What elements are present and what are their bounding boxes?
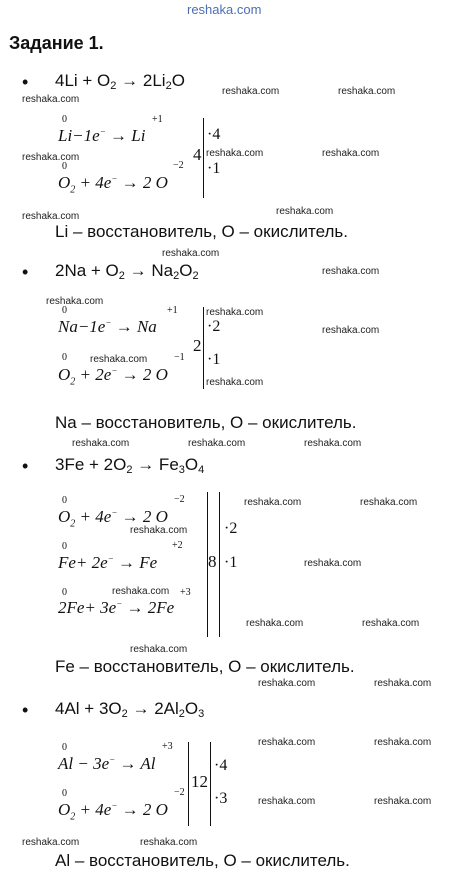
ox-state: +2: [172, 540, 183, 551]
task-title: Задание 1.: [9, 33, 104, 53]
ox-state: −1: [174, 352, 185, 363]
factor: ·4: [207, 126, 221, 143]
factor: ·1: [207, 160, 221, 177]
divider-line: [203, 118, 204, 198]
half-reaction-li: Li−1e− → Li: [58, 126, 146, 145]
watermark-text: reshaka.com: [258, 737, 316, 748]
half-reaction-o: $O_2 + 4e^- \to 2$ O: [58, 800, 168, 823]
half-reaction-o: $O_2 + 2e^- \to 2$ O: [58, 365, 168, 388]
divider-line: [207, 492, 208, 637]
lcm-value: 8: [208, 552, 217, 571]
watermark-text: reshaka.com: [112, 586, 170, 597]
ox-state: 0: [62, 305, 67, 316]
divider-line: [210, 742, 211, 826]
equation-na: $2Na + O_2 \to Na_2O_2$: [55, 261, 199, 282]
ox-state: +3: [162, 741, 173, 752]
watermark-text: reshaka.com: [258, 796, 316, 807]
lcm-value: 2: [193, 336, 202, 355]
watermark-text: reshaka.com: [244, 497, 302, 508]
factor: ·1: [224, 554, 238, 571]
ox-state: +1: [152, 114, 163, 125]
watermark-text: reshaka.com: [222, 86, 280, 97]
divider-line: [219, 492, 220, 637]
watermark-text: reshaka.com: [188, 438, 246, 449]
watermark-text: reshaka.com: [304, 558, 362, 569]
half-reaction-na: Na−1e− → Na: [58, 317, 157, 336]
watermark-text: reshaka.com: [246, 618, 304, 629]
half-reaction-fe3: 2Fe+ 3e− → 2Fe: [58, 598, 175, 617]
half-reaction-o: $O_2 + 4e^- \to 2$ O: [58, 507, 168, 530]
ox-state: +1: [167, 305, 178, 316]
bullet-icon: •: [22, 456, 29, 476]
factor: ·4: [214, 757, 228, 774]
half-reaction-al: Al − 3e− → Al: [58, 754, 156, 773]
ox-state: −2: [174, 494, 185, 505]
conclusion-al: Al – восстановитель, О – окислитель.: [55, 851, 350, 870]
factor: ·2: [224, 520, 238, 537]
ox-state: −2: [174, 787, 185, 798]
watermark-text: reshaka.com: [162, 248, 220, 259]
ox-state: 0: [62, 587, 67, 598]
watermark-text: reshaka.com: [72, 438, 130, 449]
watermark-text: reshaka.com: [206, 307, 264, 318]
ox-state: 0: [62, 161, 67, 172]
bullet-icon: •: [22, 72, 29, 92]
equation-li: $4Li + O_2 \to 2Li_2O$: [55, 71, 185, 92]
equation-fe: $3Fe + 2O_2 \to Fe_3O_4$: [55, 455, 205, 476]
watermark-text: reshaka.com: [338, 86, 396, 97]
conclusion-li: Li – восстановитель, О – окислитель.: [55, 222, 348, 241]
watermark-text: reshaka.com: [322, 266, 380, 277]
watermark-text: reshaka.com: [360, 497, 418, 508]
ox-state: +3: [180, 587, 191, 598]
equation-al: $4Al + 3O_2 \to 2Al_2O_3$: [55, 699, 205, 720]
lcm-value: 4: [193, 145, 202, 164]
watermark-text: reshaka.com: [304, 438, 362, 449]
watermark-text: reshaka.com: [374, 678, 432, 689]
bullet-icon: •: [22, 700, 29, 720]
watermark-text: reshaka.com: [22, 211, 80, 222]
watermark-text: reshaka.com: [276, 206, 334, 217]
watermark-text: reshaka.com: [90, 354, 148, 365]
watermark-text: reshaka.com: [22, 152, 80, 163]
watermark-text: reshaka.com: [140, 837, 198, 848]
watermark-text: reshaka.com: [374, 796, 432, 807]
conclusion-na: Na – восстановитель, О – окислитель.: [55, 413, 357, 432]
ox-state: 0: [62, 114, 67, 125]
watermark-text: reshaka.com: [22, 837, 80, 848]
watermark-text: reshaka.com: [362, 618, 420, 629]
conclusion-fe: Fe – восстановитель, О – окислитель.: [55, 657, 355, 676]
watermark-text: reshaka.com: [374, 737, 432, 748]
factor: ·1: [207, 351, 221, 368]
half-reaction-o: $O_2 + 4e^- \to 2$ O: [58, 173, 168, 196]
watermark-text: reshaka.com: [130, 525, 188, 536]
divider-line: [188, 742, 189, 826]
lcm-value: 12: [191, 772, 208, 791]
ox-state: 0: [62, 352, 67, 363]
watermark-text: reshaka.com: [206, 377, 264, 388]
watermark-text: reshaka.com: [258, 678, 316, 689]
half-reaction-fe2: Fe+ 2e− → Fe: [58, 553, 158, 572]
watermark-text: reshaka.com: [322, 325, 380, 336]
ox-state: 0: [62, 742, 67, 753]
watermark-text: reshaka.com: [322, 148, 380, 159]
ox-state: 0: [62, 541, 67, 552]
ox-state: 0: [62, 495, 67, 506]
factor: ·2: [207, 318, 221, 335]
factor: ·3: [214, 790, 228, 807]
ox-state: −2: [173, 160, 184, 171]
watermark-text: reshaka.com: [22, 94, 80, 105]
divider-line: [203, 307, 204, 389]
watermark-text: reshaka.com: [46, 296, 104, 307]
ox-state: 0: [62, 788, 67, 799]
watermark-text: reshaka.com: [206, 148, 264, 159]
watermark-text: reshaka.com: [130, 644, 188, 655]
top-watermark: reshaka.com: [187, 2, 262, 17]
bullet-icon: •: [22, 262, 29, 282]
